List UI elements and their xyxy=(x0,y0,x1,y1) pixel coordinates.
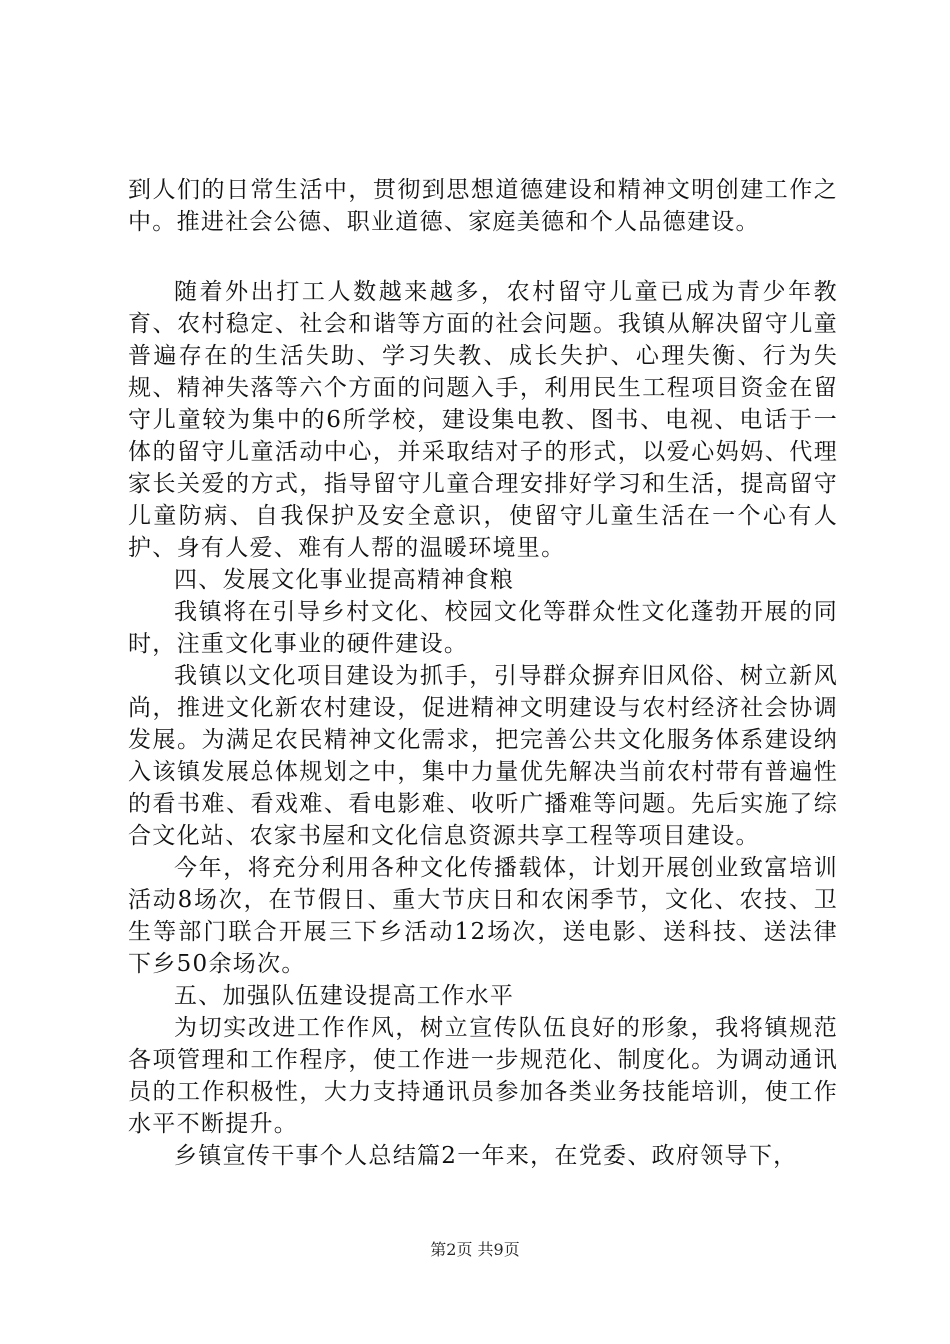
paragraph-summary-part2: 乡镇宣传干事个人总结篇2一年来，在党委、政府领导下， xyxy=(174,1143,798,1169)
section-heading-team: 五、加强队伍建设提高工作水平 xyxy=(174,983,515,1009)
paragraph-gap xyxy=(128,238,838,276)
paragraph-team-building: 为切实改进工作作风，树立宣传队伍良好的形象，我将镇规范各项管理和工作程序，使工作进一步规范化、制度化。为调动通讯员的工作积极性，大力支持通讯员参加各类业务技能培训，使工作水平不断提升。 xyxy=(128,1015,838,1137)
paragraph-continuation: 到人们的日常生活中，贯彻到思想道德建设和精神文明创建工作之中。推进社会公德、职业道德、家庭美德和个人品德建设。 xyxy=(128,177,838,235)
section-heading-culture: 四、发展文化事业提高精神食粮 xyxy=(174,567,515,593)
paragraph-culture-intro: 我镇将在引导乡村文化、校园文化等群众性文化蓬勃开展的同时，注重文化事业的硬件建设。 xyxy=(128,599,838,657)
paragraph-left-behind-children: 随着外出打工人数越来越多，农村留守儿童已成为青少年教育、农村稳定、社会和谐等方面的社会问题。我镇从解决留守儿童普遍存在的生活失助、学习失教、成长失护、心理失衡、行为失规、精神失落等六个方面的问题入手，利用民生工程项目资金在留守儿童较为集中的6所学校，建设集电教、图书、电视、电话于一体的留守儿童活动中心，并采取结对子的形式，以爱心妈妈、代理家长关爱的方式，指导留守儿童合理安排好学习和生活，提高留守儿童防病、自我保护及安全意识，使留守儿童生活在一个心有人护、身有人爱、难有人帮的温暖环境里。 xyxy=(128,279,838,561)
document-body xyxy=(128,174,838,1172)
paragraph-culture-projects: 我镇以文化项目建设为抓手，引导群众摒弃旧风俗、树立新风尚，推进文化新农村建设，促进精神文明建设与农村经济社会协调发展。为满足农民精神文化需求，把完善公共文化服务体系建设纳入该镇发展总体规划之中，集中力量优先解决当前农村带有普遍性的看书难、看戏难、看电影难、收听广播难等问题。先后实施了综合文化站、农家书屋和文化信息资源共享工程等项目建设。 xyxy=(128,663,838,849)
paragraph-culture-activities: 今年，将充分利用各种文化传播载体，计划开展创业致富培训活动8场次，在节假日、重大节庆日和农闲季节，文化、农技、卫生等部门联合开展三下乡活动12场次，送电影、送科技、送法律下乡50余场次。 xyxy=(128,855,838,977)
page-number-footer: 第2页 共9页 xyxy=(430,1240,520,1259)
